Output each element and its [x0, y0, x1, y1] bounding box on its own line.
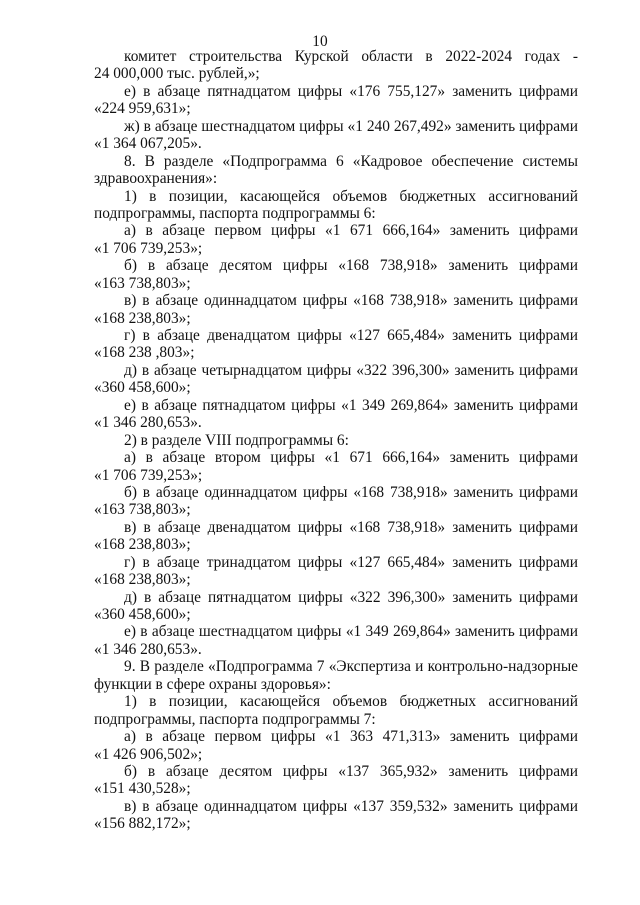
text-line: «168 238,803»; — [94, 571, 191, 589]
text-line: д) в абзаце четырнадцатом цифры «322 396,300» заменить цифрами — [124, 361, 578, 379]
page-number: 10 — [312, 33, 328, 50]
text-line: е) в абзаце пятнадцатом цифры «1 349 269,864» заменить цифрами — [124, 396, 578, 414]
text-line: «1 706 739,253»; — [94, 239, 203, 257]
text-line: ж) в абзаце шестнадцатом цифры «1 240 267,492» заменить цифрами — [124, 117, 578, 135]
text-line: «168 238,803»; — [94, 536, 191, 554]
text-line: «156 882,172»; — [94, 815, 191, 833]
text-line: е) в абзаце пятнадцатом цифры «176 755,127» заменить цифрами — [124, 82, 578, 100]
text-line: «1 364 067,205». — [94, 135, 202, 153]
text-line: 8. В разделе «Подпрограмма 6 «Кадровое обеспечение системы — [124, 152, 578, 170]
text-line: а) в абзаце первом цифры «1 363 471,313» заменить цифрами — [124, 728, 578, 746]
text-line: 9. В разделе «Подпрограмма 7 «Экспертиза и контрольно-надзорные — [124, 658, 578, 676]
text-line: подпрограммы, паспорта подпрограммы 6: — [94, 204, 376, 222]
text-line: а) в абзаце первом цифры «1 671 666,164» заменить цифрами — [124, 222, 578, 240]
text-line: «168 238 ,803»; — [94, 344, 195, 362]
text-line: функции в сфере охраны здоровья»: — [94, 675, 331, 693]
text-line: «1 706 739,253»; — [94, 466, 203, 484]
text-line: б) в абзаце десятом цифры «168 738,918» заменить цифрами — [124, 257, 578, 275]
text-line: «163 738,803»; — [94, 501, 191, 519]
text-line: г) в абзаце двенадцатом цифры «127 665,484» заменить цифрами — [124, 327, 578, 344]
text-line: «151 430,528»; — [94, 780, 191, 798]
text-line: «163 738,803»; — [94, 274, 191, 292]
text-line: «168 238,803»; — [94, 309, 191, 327]
text-line: «1 346 280,653». — [94, 640, 202, 658]
text-line: в) в абзаце одиннадцатом цифры «168 738,918» заменить цифрами — [124, 292, 578, 310]
text-line: 1) в позиции, касающейся объемов бюджетных ассигнований — [124, 187, 578, 205]
text-line: в) в абзаце одиннадцатом цифры «137 359,532» заменить цифрами — [124, 797, 578, 815]
text-line: «360 458,600»; — [94, 379, 191, 397]
text-line: а) в абзаце втором цифры «1 671 666,164» заменить цифрами — [124, 449, 578, 467]
text-line: 2) в разделе VIII подпрограммы 6: — [124, 431, 349, 449]
text-line: 24 000,000 тыс. рублей,»; — [94, 65, 260, 83]
text-line: «224 959,631»; — [94, 100, 191, 118]
text-line: «360 458,600»; — [94, 606, 191, 623]
text-line: е) в абзаце шестнадцатом цифры «1 349 269,864» заменить цифрами — [124, 623, 578, 641]
text-line: в) в абзаце двенадцатом цифры «168 738,918» заменить цифрами — [124, 518, 578, 536]
document-body — [94, 48, 578, 833]
text-line: подпрограммы, паспорта подпрограммы 7: — [94, 710, 376, 728]
text-line: «1 426 906,502»; — [94, 745, 203, 763]
text-line: б) в абзаце одиннадцатом цифры «168 738,918» заменить цифрами — [124, 483, 578, 501]
text-line: г) в абзаце тринадцатом цифры «127 665,484» заменить цифрами — [124, 553, 578, 571]
text-line: комитет строительства Курской области в 2022-2024 годах - — [124, 48, 578, 65]
text-line: 1) в позиции, касающейся объемов бюджетных ассигнований — [124, 693, 578, 711]
text-line: д) в абзаце пятнадцатом цифры «322 396,300» заменить цифрами — [124, 588, 578, 606]
text-line: здравоохранения»: — [94, 170, 218, 188]
text-line: б) в абзаце десятом цифры «137 365,932» заменить цифрами — [124, 762, 578, 780]
text-line: «1 346 280,653». — [94, 414, 202, 432]
